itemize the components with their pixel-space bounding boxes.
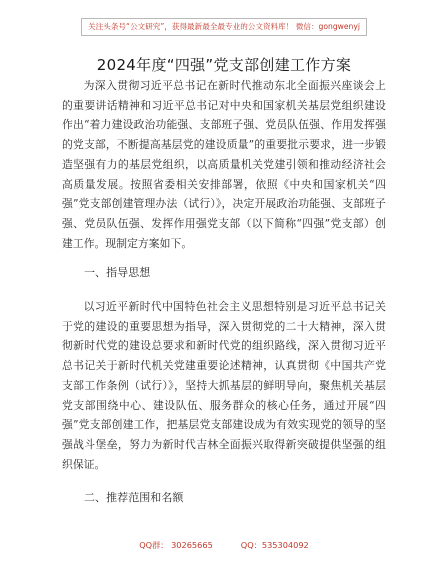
intro-paragraph: 为深入贯彻习近平总书记在新时代推动东北全面振兴座谈会上的重要讲话精神和习近平总书记对中央和国家机关基层党组织建设作出“着力建设政治功能强、支部班子强、党员队伍强、作用发挥强的党支部，不断提高基层党的建设质量”的重要批示要求，进一步锻造坚强有力的基层党组织，以高质量机关党建引领和推动经济社会高质量发展。按照省委相关安排部署，依照《中央和国家机关“四强”党支部创建管理办法（试行）》，决定开展政治功能强、支部班子强、党员队伍强、发挥作用强党支部（以下简称“四强”党支部）创建工作。现制定方案如下。 (62, 79, 386, 250)
document-body (62, 76, 386, 508)
section-heading-scope: 二、推荐范围和名额 (84, 491, 184, 505)
top-banner (0, 17, 448, 37)
promo-banner-text: 关注头条号“公文研究”，获得最新最全最专业的公文资料库！ 微信：gongwenyj (81, 18, 367, 36)
document-title: 2024年度“四强”党支部创建工作方案 (96, 56, 352, 74)
qq-text: QQ：535304092 (240, 540, 309, 550)
footer-contact (0, 540, 448, 551)
section-heading-guiding-ideology: 一、指导思想 (84, 266, 151, 280)
guiding-ideology-paragraph: 以习近平新时代中国特色社会主义思想特别是习近平总书记关于党的建设的重要思想为指导，深入贯彻党的二十大精神，深入贯彻新时代党的建设总要求和新时代党的组织路线，深入贯彻习近平总书记关于新时代机关党建重要论述精神，认真贯彻《中国共产党支部工作条例（试行）》，坚持大抓基层的鲜明导向，聚焦机关基层党支部围绕中心、建设队伍、服务群众的核心任务，通过开展“四强”党支部创建工作，把基层党支部建设成为有效实现党的领导的坚强战斗堡垒，努力为新时代吉林全面振兴取得新突破提供坚强的组织保证。 (62, 300, 386, 471)
qq-group-text: QQ群： 30265665 (139, 540, 213, 550)
